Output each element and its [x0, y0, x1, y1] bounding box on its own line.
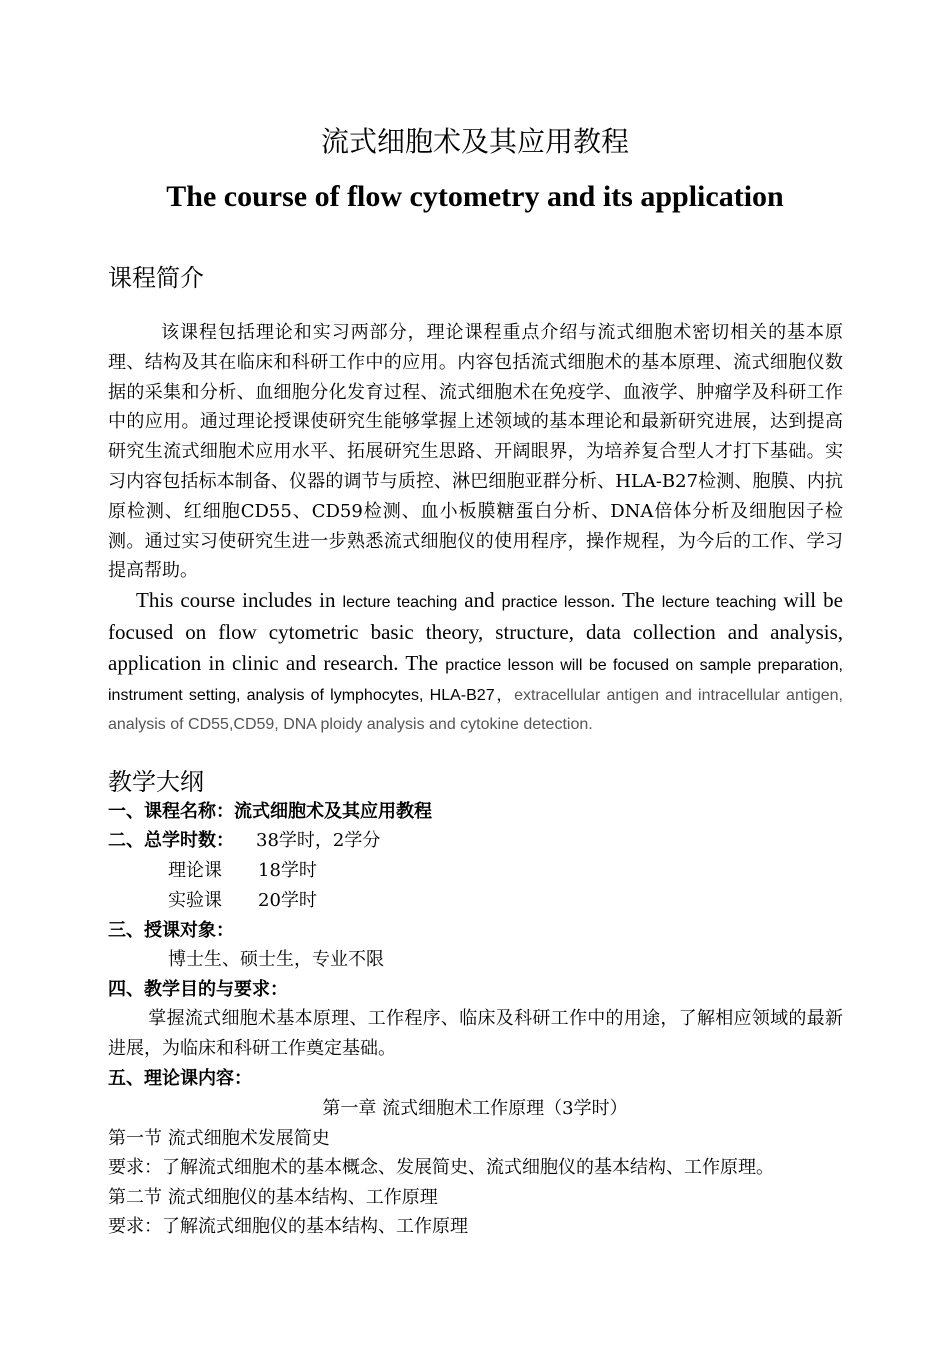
en-seg-3: and: [457, 588, 502, 612]
hours-line: [108, 826, 380, 852]
hours-value: 38学时，2学分: [256, 830, 381, 851]
syllabus-heading: 教学大纲: [108, 768, 204, 796]
en-seg-8: practice lesson will be focused on sample preparation, instrument setting, analysis of lymphocytes, HLA-B27: [108, 657, 843, 704]
course-name-line: [108, 797, 432, 823]
en-seg-4: practice lesson: [501, 594, 611, 611]
course-name-value: 流式细胞术及其应用教程: [234, 801, 432, 822]
goals-paragraph: [108, 1004, 843, 1064]
en-seg-7: will be focused on flow cytometric basic theory, structure, data collection and analysis, application in clinic and research. The: [108, 588, 843, 676]
section2-requirement: 要求：了解流式细胞仪的基本结构、工作原理: [108, 1216, 468, 1237]
goals-label: 四、教学目的与要求：: [108, 979, 288, 1000]
goals-text: 掌握流式细胞术基本原理、工作程序、临床及科研工作中的用途，了解相应领域的最新进展，为临床和科研工作奠定基础。: [108, 1008, 843, 1059]
intro-heading: 课程简介: [108, 264, 204, 292]
theory-label: 理论课: [168, 860, 222, 881]
section1-title: 第一节 流式细胞术发展简史: [108, 1128, 330, 1149]
lab-line: [168, 886, 317, 912]
en-seg-6: lecture teaching: [661, 594, 777, 611]
theory-line: [168, 856, 317, 882]
theory-value: 18学时: [258, 860, 317, 881]
course-name-label: 一、课程名称：: [108, 801, 234, 822]
intro-paragraph-en: [108, 586, 843, 740]
chapter1-title: 第一章 流式细胞术工作原理（3学时）: [322, 1098, 628, 1119]
en-seg-2: lecture teaching: [342, 594, 458, 611]
lab-value: 20学时: [258, 890, 317, 911]
en-seg-10: extracellular antigen and intracellular antigen, analysis of CD55,CD59, DNA ploidy analysis and cytokine detection.: [108, 686, 843, 734]
audience-value: 博士生、硕士生，专业不限: [168, 949, 384, 970]
title-chinese: 流式细胞术及其应用教程: [320, 125, 629, 158]
lab-label: 实验课: [168, 890, 222, 911]
en-seg-1: This course includes in: [136, 588, 343, 612]
en-seg-5: . The: [610, 588, 662, 612]
intro-paragraph-cn-text: 该课程包括理论和实习两部分，理论课程重点介绍与流式细胞术密切相关的基本原理、结构及其在临床和科研工作中的应用。内容包括流式细胞术的基本原理、流式细胞仪数据的采集和分析、血细胞分化发育过程、流式细胞术在免疫学、血液学、肿瘤学及科研工作中的应用。通过理论授课使研究生能够掌握上述领域的基本理论和最新研究进展，达到提高研究生流式细胞术应用水平、拓展研究生思路、开阔眼界，为培养复合型人才打下基础。实习内容包括标本制备、仪器的调节与质控、淋巴细胞亚群分析、HLA-B27检测、胞膜、内抗原检测、红细胞CD55、CD59检测、血小板膜糖蛋白分析、DNA倍体分析及细胞因子检测。通过实习使研究生进一步熟悉流式细胞仪的使用程序，操作规程，为今后的工作、学习提高帮助。: [108, 322, 843, 582]
section1-requirement: 要求：了解流式细胞术的基本概念、发展简史、流式细胞仪的基本结构、工作原理。: [108, 1157, 774, 1178]
theory-content-label: 五、理论课内容：: [108, 1068, 252, 1089]
hours-label: 二、总学时数：: [108, 830, 234, 851]
audience-label: 三、授课对象：: [108, 920, 234, 941]
intro-paragraph-cn: [108, 318, 843, 586]
title-english: The course of flow cytometry and its application: [166, 180, 784, 213]
section2-title: 第二节 流式细胞仪的基本结构、工作原理: [108, 1187, 438, 1208]
en-seg-9: ，: [494, 686, 515, 704]
